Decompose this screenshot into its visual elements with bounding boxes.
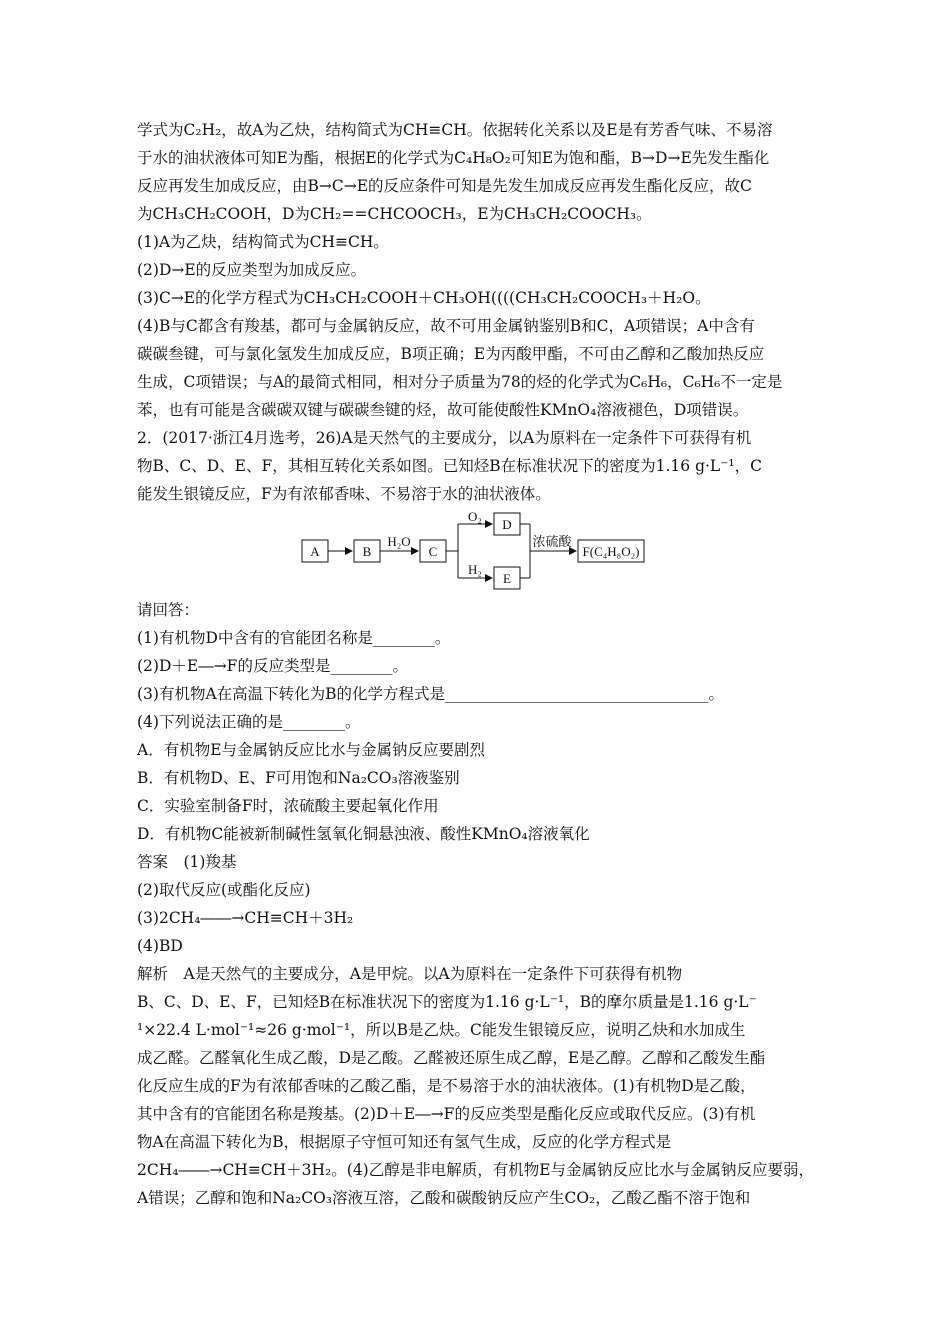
label-conc-h2so4: 浓硫酸 <box>532 534 572 549</box>
answer-line: (2)取代反应(或酯化反应) <box>137 881 311 899</box>
text-line: B、C、D、E、F，已知烃B在标准状况下的密度为1.16 g·L⁻¹，B的摩尔质量是1.16 g·L⁻ <box>137 993 757 1011</box>
text-line: (2)D→E的反应类型为加成反应。 <box>137 261 367 279</box>
node-c: C <box>428 544 438 559</box>
text-line: 物A在高温下转化为B，根据原子守恒可知还有氢气生成，反应的化学方程式是 <box>137 1133 672 1151</box>
text-line: 于水的油状液体可知E为酯，根据E的化学式为C₄H₈O₂可知E为饱和酯，B→D→E先发生酯化 <box>137 149 770 167</box>
question-3: (3)有机物A在高温下转化为B的化学方程式是__________________________________。 <box>137 685 725 703</box>
answer-line: (4)BD <box>137 937 183 955</box>
text-line: 碳碳叁键，可与氯化氢发生加成反应，B项正确；E为丙酸甲酯，不可由乙醇和乙酸加热反应 <box>137 345 765 363</box>
option-c: C．实验室制备F时，浓硫酸主要起氧化作用 <box>137 797 439 815</box>
text-line: A错误；乙醇和饱和Na₂CO₃溶液互溶，乙酸和碳酸钠反应产生CO₂，乙酸乙酯不溶于饱和 <box>137 1189 751 1207</box>
text-line: 为CH₃CH₂COOH，D为CH₂==CHCOOCH₃，E为CH₃CH₂COOCH₃。 <box>137 205 652 223</box>
question-4: (4)下列说法正确的是________。 <box>137 713 361 731</box>
option-d: D．有机物C能被新制碱性氢氧化铜悬浊液、酸性KMnO₄溶液氧化 <box>137 825 590 843</box>
text-line: (4)B与C都含有羧基，都可与金属钠反应，故不可用金属钠鉴别B和C，A项错误；A中含有 <box>137 317 755 335</box>
answer-header: 答案 (1)羧基 <box>137 853 237 871</box>
text-line: 请回答： <box>137 601 200 619</box>
option-a: A．有机物E与金属钠反应比水与金属钠反应要剧烈 <box>137 741 486 759</box>
text-line: 2CH₄――→CH≡CH＋3H₂。(4)乙醇是非电解质，有机物E与金属钠反应比水与金属钠反应要弱， <box>137 1161 815 1179</box>
question-2: (2)D＋E―→F的反应类型是________。 <box>137 657 408 675</box>
answer-line: (3)2CH₄――→CH≡CH＋3H₂ <box>137 909 354 927</box>
reaction-scheme-diagram <box>300 512 650 592</box>
text-line: 物B、C、D、E、F，其相互转化关系如图。已知烃B在标准状况下的密度为1.16 g·L⁻¹，C <box>137 457 762 475</box>
label-h2o: H₂O <box>387 534 411 549</box>
node-a: A <box>310 544 320 559</box>
text-line: 成乙醛。乙醛氧化生成乙酸，D是乙酸。乙醛被还原生成乙醇，E是乙醇。乙醇和乙酸发生酯 <box>137 1049 766 1067</box>
text-line: 生成，C项错误；与A的最简式相同，相对分子质量为78的烃的化学式为C₆H₆，C₆H₆不一定是 <box>137 373 783 391</box>
node-d: D <box>502 517 512 532</box>
node-f: F(C₄H₈O₂) <box>582 544 640 559</box>
node-e: E <box>503 571 511 586</box>
text-line: 能发生银镜反应，F为有浓郁香味、不易溶于水的油状液体。 <box>137 485 551 503</box>
label-o2: O₂ <box>468 512 482 524</box>
text-line: 化反应生成的F为有浓郁香味的乙酸乙酯，是不易溶于水的油状液体。(1)有机物D是乙酸， <box>137 1077 756 1095</box>
option-b: B．有机物D、E、F可用饱和Na₂CO₃溶液鉴别 <box>137 769 460 787</box>
text-line: 反应再发生加成反应，由B→C→E的反应条件可知是先发生加成反应再发生酯化反应，故C <box>137 177 752 195</box>
text-line: (3)C→E的化学方程式为CH₃CH₂COOH＋CH₃OH((((CH₃CH₂COOCH₃＋H₂O。 <box>137 289 711 307</box>
text-line: 学式为C₂H₂，故A为乙炔，结构简式为CH≡CH。依据转化关系以及E是有芳香气味、不易溶 <box>137 121 773 139</box>
text-line: (1)A为乙炔，结构简式为CH≡CH。 <box>137 233 389 251</box>
question-header: 2．(2017·浙江4月选考，26)A是天然气的主要成分，以A为原料在一定条件下可获得有机 <box>137 429 752 447</box>
question-1: (1)有机物D中含有的官能团名称是________。 <box>137 629 451 647</box>
text-line: ¹×22.4 L·mol⁻¹≈26 g·mol⁻¹，所以B是乙炔。C能发生银镜反应，说明乙炔和水加成生 <box>137 1021 746 1039</box>
text-line: 其中含有的官能团名称是羧基。(2)D＋E―→F的反应类型是酯化反应或取代反应。(3)有机 <box>137 1105 756 1123</box>
label-h2: H₂ <box>468 562 482 577</box>
text-line: 苯，也有可能是含碳碳双键与碳碳叁键的烃，故可能使酸性KMnO₄溶液褪色，D项错误。 <box>137 401 749 419</box>
node-b: B <box>362 544 372 559</box>
analysis-header: 解析 A是天然气的主要成分，A是甲烷。以A为原料在一定条件下可获得有机物 <box>137 965 683 983</box>
